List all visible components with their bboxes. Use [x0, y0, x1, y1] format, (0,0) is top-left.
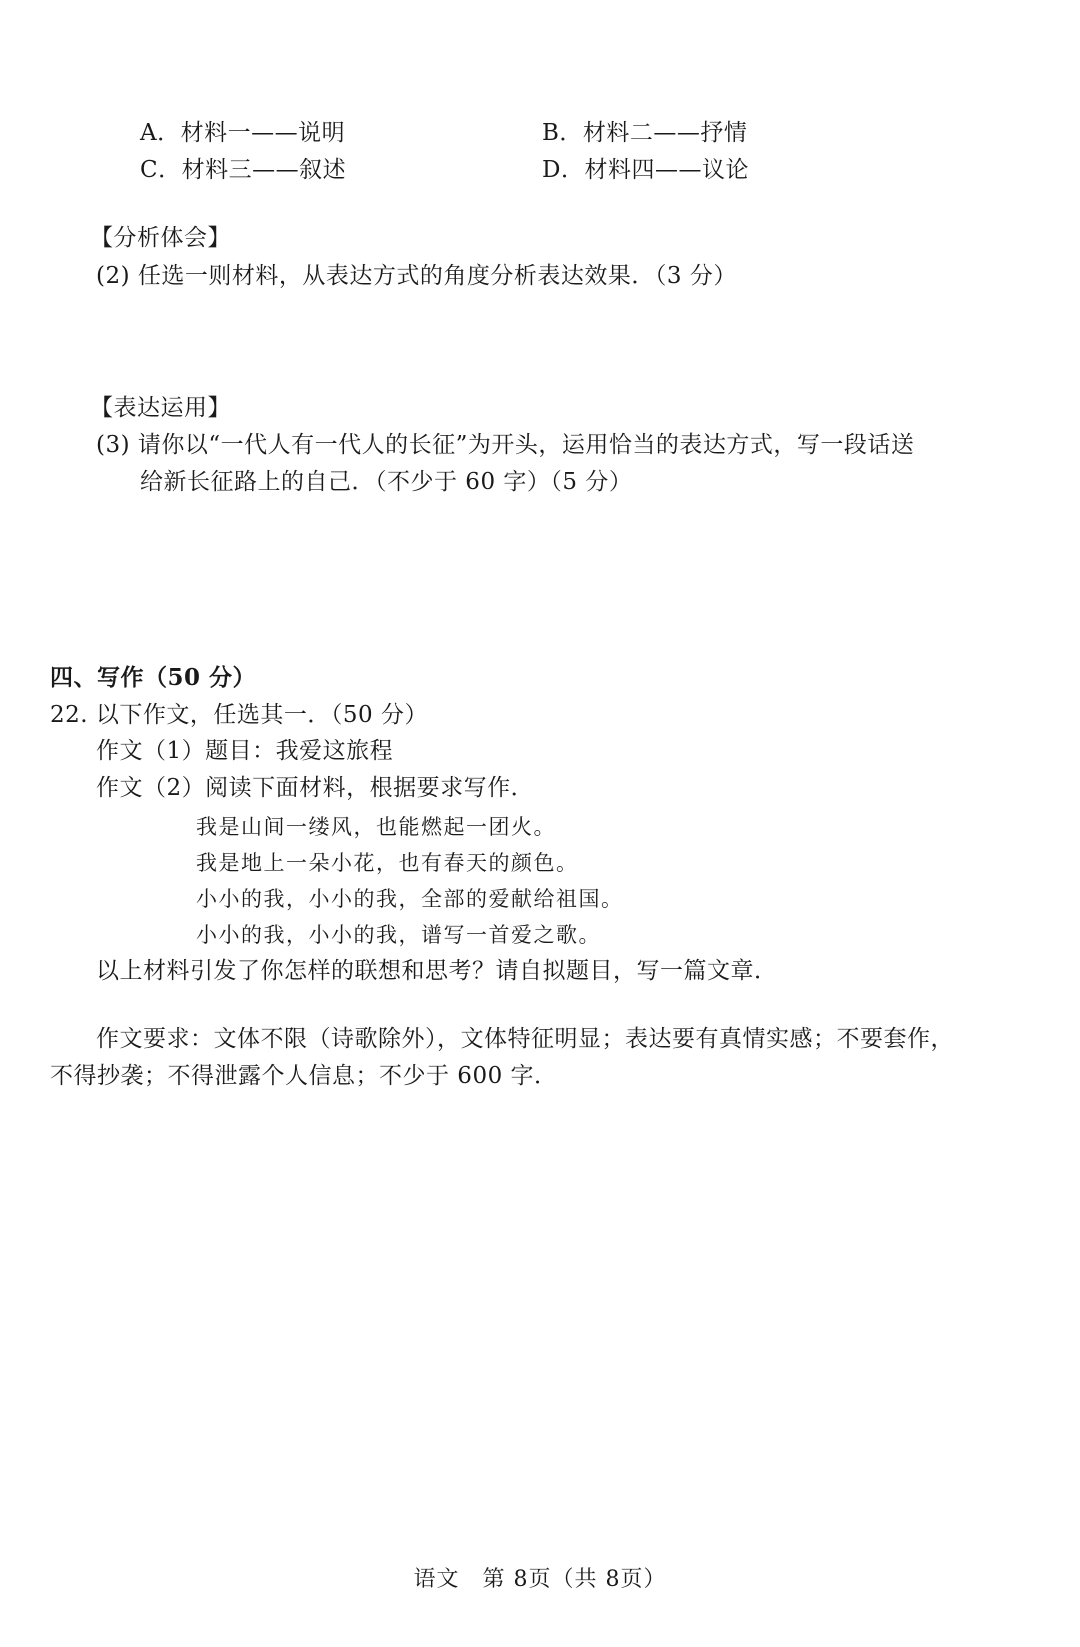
essay-option-2: 作文（2）阅读下面材料，根据要求写作．: [96, 775, 535, 801]
page-footer: 语文 第 8页（共 8页）: [413, 1567, 667, 1592]
question-3-line2: 给新长征路上的自己．（不少于 60 字）（5 分）: [140, 469, 633, 495]
analysis-heading: 【分析体会】: [90, 225, 231, 251]
option-b: B．材料二——抒情: [542, 120, 748, 146]
question-22: 22. 以下作文，任选其一．（50 分）: [50, 702, 428, 728]
question-3-line1: (3) 请你以“一代人有一代人的长征”为开头，运用恰当的表达方式，写一段话送: [96, 432, 915, 458]
option-a: A．材料一——说明: [140, 120, 346, 146]
essay-option-1: 作文（1）题目：我爱这旅程: [96, 738, 394, 764]
requirements-line2: 不得抄袭；不得泄露个人信息；不少于 600 字．: [50, 1063, 558, 1089]
poem-line-4: 小小的我，小小的我，谱写一首爱之歌。: [196, 923, 601, 947]
expression-heading: 【表达运用】: [90, 395, 231, 421]
question-2: (2) 任选一则材料，从表达方式的角度分析表达效果．（3 分）: [96, 263, 737, 289]
writing-prompt: 以上材料引发了你怎样的联想和思考？请自拟题目，写一篇文章．: [96, 958, 778, 984]
writing-section-title: 四、写作（50 分）: [50, 664, 257, 691]
option-c: C．材料三——叙述: [140, 157, 347, 183]
option-d: D．材料四——议论: [542, 157, 749, 183]
poem-line-3: 小小的我，小小的我，全部的爱献给祖国。: [196, 887, 624, 911]
poem-line-2: 我是地上一朵小花，也有春天的颜色。: [196, 851, 579, 875]
requirements-line1: 作文要求：文体不限（诗歌除外），文体特征明显；表达要有真情实感；不要套作，: [96, 1026, 954, 1052]
poem-line-1: 我是山间一缕风，也能燃起一团火。: [196, 815, 556, 839]
